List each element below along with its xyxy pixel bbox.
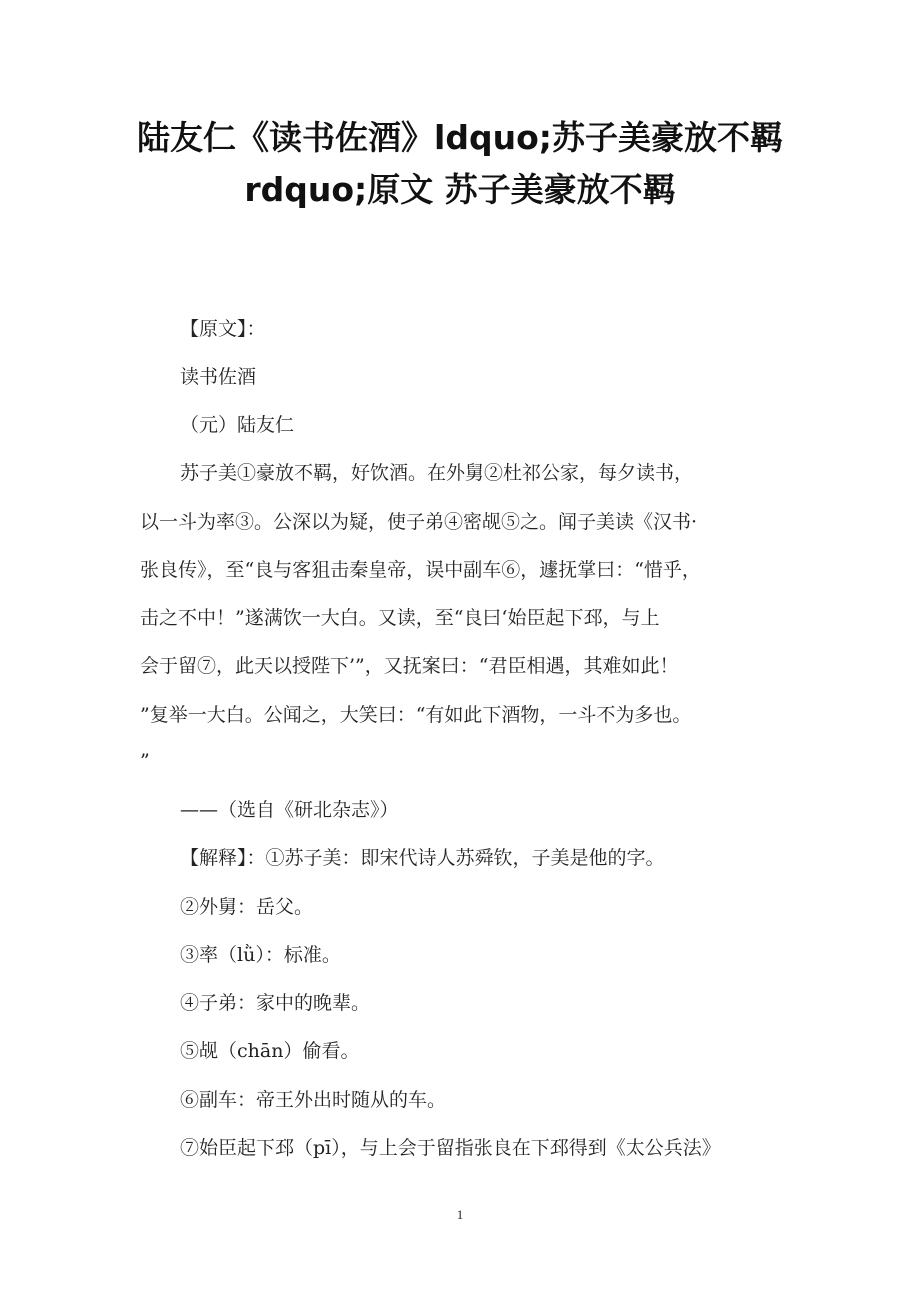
note-line: ⑦始臣起下邳（pī），与上会于留指张良在下邳得到《太公兵法》 (180, 1137, 721, 1159)
note-line: 【解释】：①苏子美：即宋代诗人苏舜钦，子美是他的字。 (180, 847, 665, 869)
document-title-line-2: rdquo;原文 苏子美豪放不羁 (244, 170, 676, 209)
note-line: ④子弟：家中的晚辈。 (180, 992, 371, 1014)
note-line: ⑥副车：帝王外出时随从的车。 (180, 1089, 447, 1111)
paragraph-line: ” (140, 750, 150, 772)
original-text-heading: 【原文】： (180, 318, 266, 340)
note-line: ③率（lǜ）：标准。 (180, 944, 341, 966)
paragraph-line: 以一斗为率③。公深以为疑，使子弟④密觇⑤之。闻子美读《汉书· (140, 511, 698, 533)
page-number: 1 (456, 1207, 464, 1222)
paragraph-line: ”复举一大白。公闻之，大笑曰：“有如此下酒物，一斗不为多也。 (140, 704, 692, 726)
paragraph-line: 张良传》，至“良与客狙击秦皇帝，误中副车⑥，遽抚掌曰：“惜乎， (140, 559, 701, 581)
work-title: 读书佐酒 (180, 366, 257, 388)
document-title-line-1: 陆友仁《读书佐酒》ldquo;苏子美豪放不羁 (137, 118, 783, 157)
paragraph-line: 会于留⑦，此天以授陛下’”，又抚案曰：“君臣相遇，其难如此！ (140, 655, 679, 677)
note-line: ②外舅：岳父。 (180, 896, 314, 918)
source-citation: ——（选自《研北杂志》） (180, 799, 399, 821)
author-line: （元）陆友仁 (180, 414, 295, 436)
paragraph-line: 苏子美①豪放不羁，好饮酒。在外舅②杜祁公家，每夕读书， (180, 462, 694, 484)
note-line: ⑤觇（chān）偷看。 (180, 1040, 360, 1062)
paragraph-line: 击之不中！”遂满饮一大白。又读，至“良曰‘始臣起下邳，与上 (140, 607, 660, 629)
